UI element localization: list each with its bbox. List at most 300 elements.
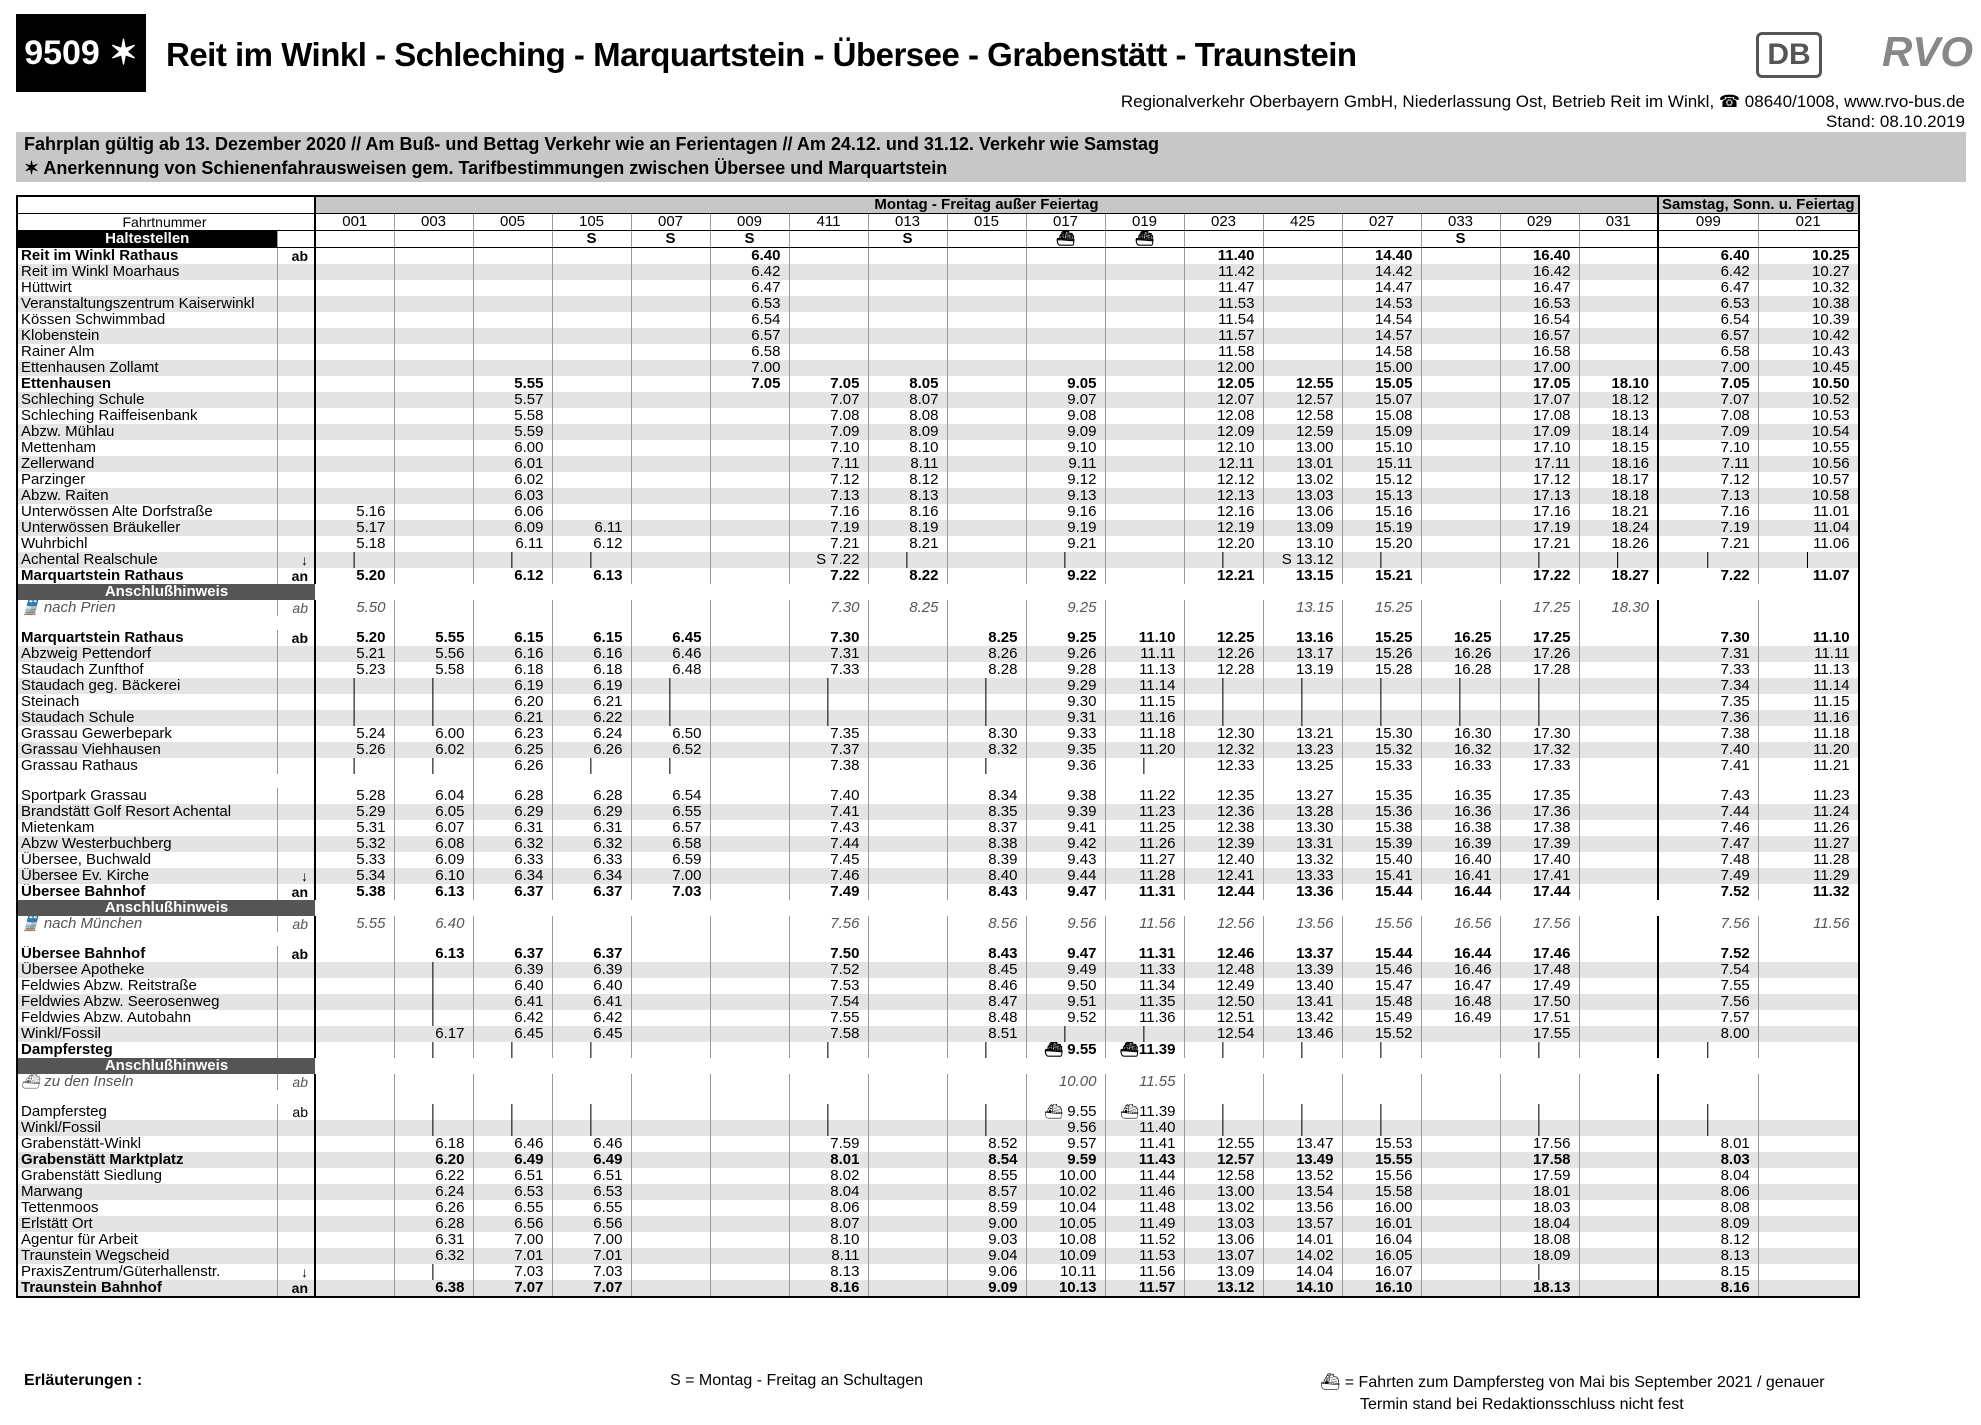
departure-time: 8.16 (868, 504, 947, 520)
departure-time (473, 1074, 552, 1090)
departure-time (868, 884, 947, 900)
departure-time: 16.40 (1421, 852, 1500, 868)
departure-time: 17.05 (1500, 376, 1579, 392)
departure-time: 7.03 (473, 1264, 552, 1280)
departure-time: 12.51 (1184, 1010, 1263, 1026)
arrival-departure-marker: an (277, 1280, 315, 1297)
stop-name: Agentur für Arbeit (17, 1232, 277, 1248)
departure-time: │ (631, 710, 710, 726)
departure-time (710, 1200, 789, 1216)
departure-time (394, 344, 473, 360)
stop-row (17, 646, 1859, 662)
departure-time: 15.53 (1342, 1136, 1421, 1152)
stop-row (17, 1042, 1859, 1058)
departure-time: 13.56 (1263, 916, 1342, 932)
departure-time (868, 694, 947, 710)
departure-time: 7.30 (789, 600, 868, 616)
departure-time: 8.11 (868, 456, 947, 472)
departure-time: 8.51 (947, 1026, 1026, 1042)
departure-time (552, 376, 631, 392)
departure-time (1579, 1152, 1658, 1168)
departure-time: 6.54 (710, 312, 789, 328)
departure-time (1421, 456, 1500, 472)
departure-time (1758, 994, 1858, 1010)
departure-time: 10.11 (1026, 1264, 1105, 1280)
departure-time (315, 312, 394, 328)
arrival-departure-marker (277, 1120, 315, 1136)
departure-time (552, 408, 631, 424)
spacer-cell (631, 774, 710, 788)
departure-time: 9.25 (1026, 630, 1105, 646)
departure-time: 5.28 (315, 788, 394, 804)
departure-time (1579, 962, 1658, 978)
departure-time (710, 600, 789, 616)
departure-time: 6.20 (473, 694, 552, 710)
departure-time (710, 1042, 789, 1058)
departure-time: 11.40 (1105, 1120, 1184, 1136)
stop-name: Reit im Winkl Rathaus (17, 248, 277, 265)
departure-time (1758, 946, 1858, 962)
departure-time (394, 472, 473, 488)
departure-time: 11.25 (1105, 820, 1184, 836)
stop-row (17, 360, 1859, 376)
departure-time: 15.41 (1342, 868, 1421, 884)
departure-time (1263, 312, 1342, 328)
stop-name: Tettenmoos (17, 1200, 277, 1216)
departure-time (710, 1010, 789, 1026)
departure-time: 6.26 (394, 1200, 473, 1216)
spacer-cell (1263, 616, 1342, 630)
departure-time (710, 1184, 789, 1200)
spacer-cell (947, 774, 1026, 788)
departure-time: 10.43 (1758, 344, 1858, 360)
departure-time: 6.12 (473, 568, 552, 584)
departure-time: 11.07 (1758, 568, 1858, 584)
marker-row (17, 231, 1859, 248)
departure-time: 10.04 (1026, 1200, 1105, 1216)
departure-time: 8.12 (1658, 1232, 1758, 1248)
departure-time: 6.15 (552, 630, 631, 646)
departure-time: 14.58 (1342, 344, 1421, 360)
departure-time: │ (789, 1042, 868, 1058)
departure-time (552, 472, 631, 488)
departure-time (315, 994, 394, 1010)
departure-time: 6.13 (394, 884, 473, 900)
departure-time: 5.55 (315, 916, 394, 932)
departure-time: 18.08 (1500, 1232, 1579, 1248)
departure-time (1579, 1104, 1658, 1120)
departure-time (710, 726, 789, 742)
spacer-cell (868, 616, 947, 630)
departure-time: │ (868, 552, 947, 568)
departure-time: 9.00 (947, 1216, 1026, 1232)
departure-time: 18.24 (1579, 520, 1658, 536)
spacer-cell (789, 616, 868, 630)
departure-time: 7.01 (552, 1248, 631, 1264)
departure-time: 8.04 (1658, 1168, 1758, 1184)
trip-marker: ⛴ (1026, 231, 1105, 248)
departure-time: 18.13 (1500, 1280, 1579, 1297)
departure-time: │ (1421, 694, 1500, 710)
departure-time: 8.21 (868, 536, 947, 552)
stop-name: Grabenstätt Siedlung (17, 1168, 277, 1184)
spacer-cell (1658, 1090, 1758, 1104)
departure-time: 6.21 (552, 694, 631, 710)
departure-time (710, 440, 789, 456)
departure-time (1579, 820, 1658, 836)
departure-time: 16.46 (1421, 962, 1500, 978)
departure-time (631, 1042, 710, 1058)
departure-time (1421, 1026, 1500, 1042)
trip-number: 003 (394, 214, 473, 231)
departure-time (1105, 376, 1184, 392)
departure-time: 6.16 (552, 646, 631, 662)
departure-time (1421, 568, 1500, 584)
departure-time: 11.13 (1758, 662, 1858, 678)
departure-time: 12.48 (1184, 962, 1263, 978)
departure-time (1026, 280, 1105, 296)
departure-time: 8.08 (868, 408, 947, 424)
departure-time: 11.24 (1758, 804, 1858, 820)
departure-time: 7.48 (1658, 852, 1758, 868)
spacer-cell (1500, 616, 1579, 630)
trip-number: 007 (631, 214, 710, 231)
departure-time (631, 264, 710, 280)
departure-time: 11.13 (1105, 662, 1184, 678)
departure-time: 13.49 (1263, 1152, 1342, 1168)
spacer-cell (789, 774, 868, 788)
departure-time: 6.46 (552, 1136, 631, 1152)
spacer-cell (17, 616, 315, 630)
stop-row (17, 1168, 1859, 1184)
stop-row (17, 836, 1859, 852)
departure-time (710, 520, 789, 536)
spacer-cell (1105, 774, 1184, 788)
departure-time: 18.15 (1579, 440, 1658, 456)
departure-time (789, 328, 868, 344)
departure-time: 12.57 (1263, 392, 1342, 408)
departure-time (868, 1248, 947, 1264)
departure-time (710, 552, 789, 568)
stop-name: Übersee, Buchwald (17, 852, 277, 868)
departure-time (1579, 916, 1658, 932)
stop-row (17, 488, 1859, 504)
stop-row (17, 868, 1859, 884)
departure-time: 17.58 (1500, 1152, 1579, 1168)
departure-time: 11.26 (1758, 820, 1858, 836)
departure-time: 8.13 (789, 1264, 868, 1280)
departure-time: 11.54 (1184, 312, 1263, 328)
departure-time: 5.29 (315, 804, 394, 820)
departure-time (1026, 328, 1105, 344)
departure-time: 18.17 (1579, 472, 1658, 488)
departure-time (868, 1232, 947, 1248)
departure-time (710, 916, 789, 932)
departure-time: 18.21 (1579, 504, 1658, 520)
departure-time (631, 1136, 710, 1152)
departure-time (315, 264, 394, 280)
departure-time: 6.07 (394, 820, 473, 836)
stop-row (17, 1120, 1859, 1136)
departure-time: 6.00 (473, 440, 552, 456)
departure-time: 7.00 (631, 868, 710, 884)
departure-time: 8.01 (789, 1152, 868, 1168)
departure-time (1579, 1248, 1658, 1264)
departure-time: 11.28 (1758, 852, 1858, 868)
stop-name: Reit im Winkl Moarhaus (17, 264, 277, 280)
arrival-departure-marker: ab (277, 248, 315, 265)
departure-time (868, 678, 947, 694)
departure-time: 13.00 (1263, 440, 1342, 456)
rvo-logo: RVO (1882, 28, 1974, 75)
departure-time: 6.02 (394, 742, 473, 758)
departure-time: S 7.22 (789, 552, 868, 568)
arrival-departure-marker: ↓ (277, 1264, 315, 1280)
stop-row (17, 1184, 1859, 1200)
departure-time: 12.09 (1184, 424, 1263, 440)
departure-time: 10.52 (1758, 392, 1858, 408)
trip-marker (1579, 231, 1658, 248)
departure-time (1579, 1264, 1658, 1280)
departure-time: 17.07 (1500, 392, 1579, 408)
departure-time: 8.30 (947, 726, 1026, 742)
departure-time (552, 424, 631, 440)
departure-time: 7.03 (552, 1264, 631, 1280)
departure-time (315, 456, 394, 472)
departure-time (868, 868, 947, 884)
stop-row (17, 788, 1859, 804)
haltestellen-label: Haltestellen (17, 231, 277, 248)
departure-time (947, 280, 1026, 296)
departure-time (710, 852, 789, 868)
departure-time: 11.27 (1758, 836, 1858, 852)
departure-time (315, 1120, 394, 1136)
stop-row (17, 630, 1859, 646)
stand-date: Stand: 08.10.2019 (1826, 112, 1965, 131)
spacer-cell (631, 932, 710, 946)
departure-time (947, 456, 1026, 472)
departure-time (710, 978, 789, 994)
stop-name: Feldwies Abzw. Autobahn (17, 1010, 277, 1026)
stop-name: Winkl/Fossil (17, 1120, 277, 1136)
departure-time: 7.10 (1658, 440, 1758, 456)
departure-time: │ (631, 694, 710, 710)
arrival-departure-marker (277, 662, 315, 678)
departure-time (1579, 868, 1658, 884)
departure-time (1579, 1136, 1658, 1152)
departure-time: 12.05 (1184, 376, 1263, 392)
trip-marker (947, 231, 1026, 248)
arrival-departure-marker: ↓ (277, 552, 315, 568)
departure-time (1758, 1136, 1858, 1152)
departure-time (947, 408, 1026, 424)
departure-time: │ (1184, 694, 1263, 710)
stop-row (17, 280, 1859, 296)
departure-time: 5.33 (315, 852, 394, 868)
departure-time: 7.38 (1658, 726, 1758, 742)
departure-time: 17.49 (1500, 978, 1579, 994)
departure-time: 8.38 (947, 836, 1026, 852)
departure-time (868, 1200, 947, 1216)
departure-time: │ (1263, 678, 1342, 694)
departure-time: 11.28 (1105, 868, 1184, 884)
departure-time: 12.10 (1184, 440, 1263, 456)
departure-time: 8.48 (947, 1010, 1026, 1026)
departure-time (473, 344, 552, 360)
departure-time (710, 820, 789, 836)
departure-time: 16.47 (1500, 280, 1579, 296)
departure-time (394, 424, 473, 440)
departure-time (868, 742, 947, 758)
stop-row (17, 884, 1859, 900)
departure-time: 15.46 (1342, 962, 1421, 978)
departure-time: │ (947, 694, 1026, 710)
stop-name: Veranstaltungszentrum Kaiserwinkl (17, 296, 277, 312)
departure-time (631, 504, 710, 520)
departure-time: 16.48 (1421, 994, 1500, 1010)
stop-row (17, 1026, 1859, 1042)
departure-time: 11.55 (1105, 1074, 1184, 1090)
arrival-departure-marker (277, 472, 315, 488)
departure-time (1421, 1280, 1500, 1297)
departure-time (1421, 1200, 1500, 1216)
departure-time: 11.52 (1105, 1232, 1184, 1248)
departure-time (789, 264, 868, 280)
departure-time: ⛴11.39 (1105, 1104, 1184, 1120)
departure-time (1105, 328, 1184, 344)
departure-time: 9.19 (1026, 520, 1105, 536)
departure-time: 15.20 (1342, 536, 1421, 552)
departure-time: 6.09 (394, 852, 473, 868)
departure-time (1758, 1104, 1858, 1120)
departure-time: │ (1758, 552, 1858, 568)
departure-time: 15.56 (1342, 916, 1421, 932)
arrival-departure-marker (277, 994, 315, 1010)
departure-time: 7.38 (789, 758, 868, 774)
departure-time: 13.54 (1263, 1184, 1342, 1200)
departure-time: 6.19 (473, 678, 552, 694)
spacer-cell (1758, 1090, 1858, 1104)
spacer-cell (868, 1090, 947, 1104)
departure-time (394, 504, 473, 520)
departure-time: 11.27 (1105, 852, 1184, 868)
trip-marker (1500, 231, 1579, 248)
departure-time: 12.58 (1263, 408, 1342, 424)
departure-time: 10.45 (1758, 360, 1858, 376)
stop-name: Wuhrbichl (17, 536, 277, 552)
departure-time: 9.09 (1026, 424, 1105, 440)
departure-time (710, 788, 789, 804)
departure-time (394, 360, 473, 376)
departure-time: 17.09 (1500, 424, 1579, 440)
arrival-departure-marker (277, 456, 315, 472)
stop-row (17, 520, 1859, 536)
departure-time: 6.51 (552, 1168, 631, 1184)
departure-time (315, 1200, 394, 1216)
departure-time: 18.27 (1579, 568, 1658, 584)
stop-name: Sportpark Grassau (17, 788, 277, 804)
departure-time: 7.33 (789, 662, 868, 678)
departure-time: 12.55 (1184, 1136, 1263, 1152)
departure-time: 17.50 (1500, 994, 1579, 1010)
departure-time (868, 1104, 947, 1120)
departure-time (1758, 1120, 1858, 1136)
departure-time: 9.30 (1026, 694, 1105, 710)
departure-time: 17.59 (1500, 1168, 1579, 1184)
departure-time (710, 1136, 789, 1152)
departure-time: 6.25 (473, 742, 552, 758)
departure-time: 16.07 (1342, 1264, 1421, 1280)
legend-school-days: S = Montag - Freitag an Schultagen (670, 1372, 924, 1389)
connection-hint-fill (315, 1058, 1859, 1074)
departure-time: 11.48 (1105, 1200, 1184, 1216)
departure-time: 8.52 (947, 1136, 1026, 1152)
departure-time: 13.36 (1263, 884, 1342, 900)
spacer-cell (1263, 1090, 1342, 1104)
departure-time (1579, 312, 1658, 328)
departure-time: 16.01 (1342, 1216, 1421, 1232)
departure-time (789, 1074, 868, 1090)
spacer-cell (789, 932, 868, 946)
departure-time (315, 440, 394, 456)
departure-time (1758, 1184, 1858, 1200)
departure-time (947, 504, 1026, 520)
departure-time: 7.30 (789, 630, 868, 646)
departure-time (868, 946, 947, 962)
departure-time: 13.09 (1263, 520, 1342, 536)
departure-time: 6.45 (552, 1026, 631, 1042)
spacer-cell (1758, 616, 1858, 630)
departure-time (1105, 504, 1184, 520)
departure-time: 6.15 (473, 630, 552, 646)
departure-time (1579, 662, 1658, 678)
departure-time: 7.55 (789, 1010, 868, 1026)
departure-time (631, 456, 710, 472)
departure-time (552, 1074, 631, 1090)
departure-time (315, 360, 394, 376)
departure-time: 11.23 (1105, 804, 1184, 820)
departure-time: 8.19 (868, 520, 947, 536)
departure-time: 12.36 (1184, 804, 1263, 820)
departure-time: │ (1500, 1120, 1579, 1136)
departure-time (1421, 1264, 1500, 1280)
spacer-cell (631, 616, 710, 630)
departure-time: 13.30 (1263, 820, 1342, 836)
spacer-cell (1579, 616, 1658, 630)
departure-time: 6.37 (473, 946, 552, 962)
departure-time: 15.38 (1342, 820, 1421, 836)
departure-time (1421, 1074, 1500, 1090)
departure-time: 9.26 (1026, 646, 1105, 662)
departure-time (1758, 1232, 1858, 1248)
departure-time (947, 552, 1026, 568)
departure-time: 7.00 (473, 1232, 552, 1248)
departure-time: 6.32 (473, 836, 552, 852)
departure-time: 14.47 (1342, 280, 1421, 296)
departure-time (868, 296, 947, 312)
departure-time (789, 312, 868, 328)
departure-time: 9.41 (1026, 820, 1105, 836)
spacer-cell (1500, 932, 1579, 946)
departure-time: 12.54 (1184, 1026, 1263, 1042)
departure-time: 13.28 (1263, 804, 1342, 820)
departure-time: 15.30 (1342, 726, 1421, 742)
departure-time: 10.09 (1026, 1248, 1105, 1264)
departure-time: 9.43 (1026, 852, 1105, 868)
spacer-cell (1421, 774, 1500, 788)
departure-time: 15.52 (1342, 1026, 1421, 1042)
stop-row (17, 852, 1859, 868)
